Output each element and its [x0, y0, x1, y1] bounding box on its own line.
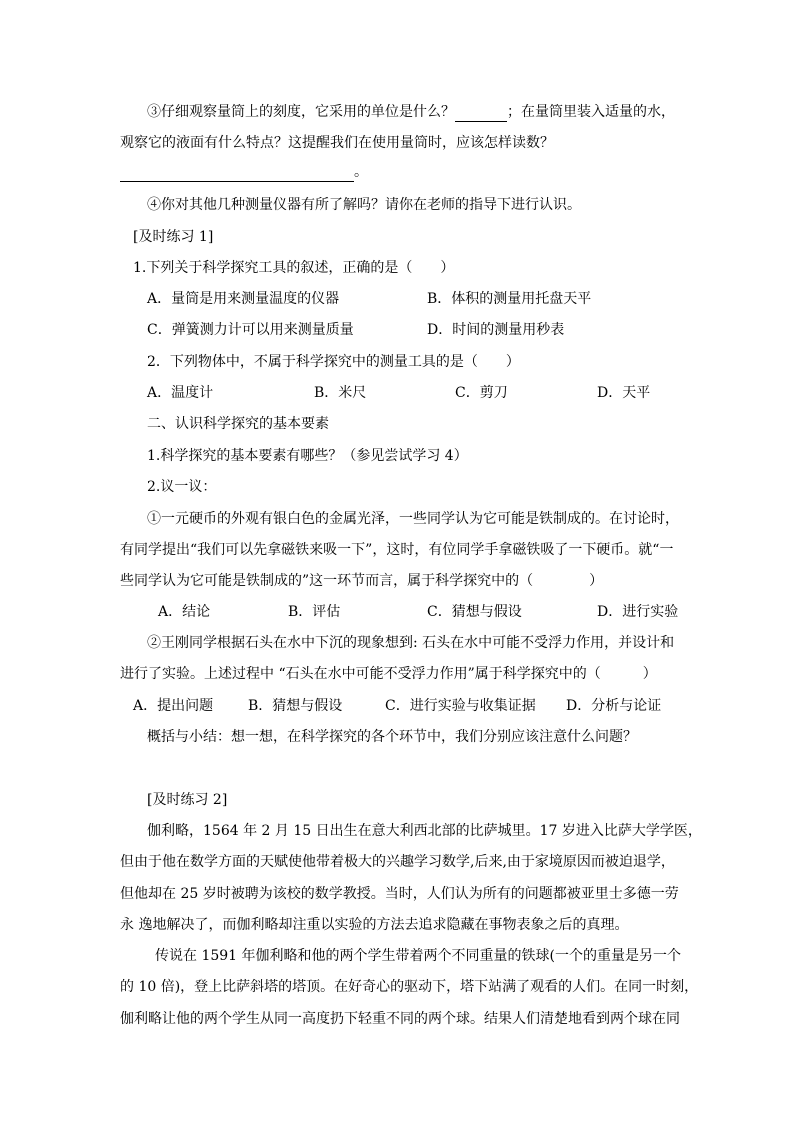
option-d[interactable]: D．时间的测量用秒表: [427, 322, 565, 338]
galileo-paragraph-2-line-1: 传说在 1591 年伽利略和他的两个学生带着两个不同重量的铁球(一个的重量是另一个: [155, 948, 681, 964]
answer-blank-unit[interactable]: [455, 103, 507, 122]
galileo-paragraph-2-line-2: 的 10 倍)，登上比萨斜塔的塔顶。在好奇心的驱动下，塔下站满了观看的人们。在同一时刻，: [120, 979, 699, 995]
option-c[interactable]: C．进行实验与收集证据: [385, 698, 536, 714]
galileo-paragraph-2-line-3: 伽利略让他的两个学生从同一高度扔下轻重不同的两个球。结果人们清楚地看到两个球在同: [120, 1011, 680, 1027]
option-b[interactable]: B．体积的测量用托盘天平: [427, 291, 592, 307]
practice-1-q2-options: [0, 384, 794, 402]
section-2-heading: 二、认识科学探究的基本要素: [147, 416, 329, 432]
period: 。: [354, 164, 368, 180]
practice-1-heading: [及时练习 1]: [133, 229, 214, 245]
discussion-1-line-2: 有同学提出“我们可以先拿磁铁来吸一下”，这时，有位同学手拿磁铁吸了一下硬币。就“一: [120, 542, 674, 558]
discussion-1-line-3: 些同学认为它可能是铁制成的”这一环节而言，属于科学探究中的（ ）: [120, 573, 604, 589]
question-3-line-3: [120, 163, 368, 182]
option-a[interactable]: A．量筒是用来测量温度的仪器: [147, 291, 340, 307]
practice-1-q2-stem: 2．下列物体中，不属于科学探究中的测量工具的是（ ）: [147, 354, 520, 370]
discussion-2-options: [0, 697, 794, 715]
option-c[interactable]: C．猜想与假设: [427, 604, 522, 620]
galileo-paragraph-1-line-1: 伽利略，1564 年 2 月 15 日出生在意大利西北部的比萨城里。17 岁进入比萨大学学医，: [147, 823, 702, 839]
galileo-paragraph-1-line-2: 但由于他在数学方面的天赋使他带着极大的兴趣学习数学,后来,由于家境原因而被迫退学，: [120, 854, 675, 870]
practice-2-heading: [及时练习 2]: [147, 792, 228, 808]
answer-blank-reading[interactable]: [120, 163, 354, 182]
question-3-text-b: ；在量筒里装入适量的水，: [507, 104, 675, 120]
question-4: ④你对其他几种测量仪器有所了解吗？请你在老师的指导下进行认识。: [147, 197, 581, 213]
option-c[interactable]: C．剪刀: [455, 385, 508, 401]
option-d[interactable]: D．分析与论证: [566, 698, 662, 714]
practice-1-q1-options-row-2: [0, 321, 794, 339]
option-b[interactable]: B．评估: [288, 604, 341, 620]
discussion-2-line-2: 进行了实验。上述过程中 “石头在水中可能不受浮力作用”属于科学探究中的（ ）: [120, 666, 657, 682]
discussion-2-line-1: ②王刚同学根据石头在水中下沉的现象想到: 石头在水中可能不受浮力作用，并设计和: [147, 635, 675, 651]
option-b[interactable]: B．猜想与假设: [248, 698, 343, 714]
question-3-text-a: ③仔细观察量筒上的刻度，它采用的单位是什么？: [147, 104, 455, 120]
galileo-paragraph-1-line-3: 但他却在 25 岁时被聘为该校的数学教授。当时，人们认为所有的问题都被亚里士多德一劳: [120, 886, 679, 902]
section-2-item-2: 2.议一议：: [147, 479, 217, 495]
option-a[interactable]: A．结论: [158, 604, 211, 620]
practice-1-q1-stem: 1.下列关于科学探究工具的叙述，正确的是（ ）: [133, 260, 455, 276]
practice-1-q1-options-row-1: [0, 290, 794, 308]
discussion-1-options: [0, 603, 794, 621]
option-a[interactable]: A．提出问题: [133, 698, 214, 714]
galileo-paragraph-1-line-4: 永 逸地解决了，而伽利略却注重以实验的方法去追求隐藏在事物表象之后的真理。: [120, 917, 629, 933]
discussion-1-line-1: ①一元硬币的外观有银白色的金属光泽，一些同学认为它可能是铁制成的。在讨论时，: [147, 511, 679, 527]
question-3-line-2: 观察它的液面有什么特点？这提醒我们在使用量筒时，应该怎样读数？: [120, 135, 554, 151]
option-c[interactable]: C．弹簧测力计可以用来测量质量: [147, 322, 354, 338]
option-b[interactable]: B．米尺: [314, 385, 367, 401]
option-a[interactable]: A．温度计: [147, 385, 214, 401]
option-d[interactable]: D．天平: [597, 385, 651, 401]
summary-prompt: 概括与小结：想一想，在科学探究的各个环节中，我们分别应该注意什么问题？: [147, 729, 637, 745]
section-2-item-1: 1.科学探究的基本要素有哪些？（参见尝试学习 4）: [147, 448, 468, 464]
option-d[interactable]: D．进行实验: [597, 604, 679, 620]
question-3-line-1: [147, 103, 675, 122]
